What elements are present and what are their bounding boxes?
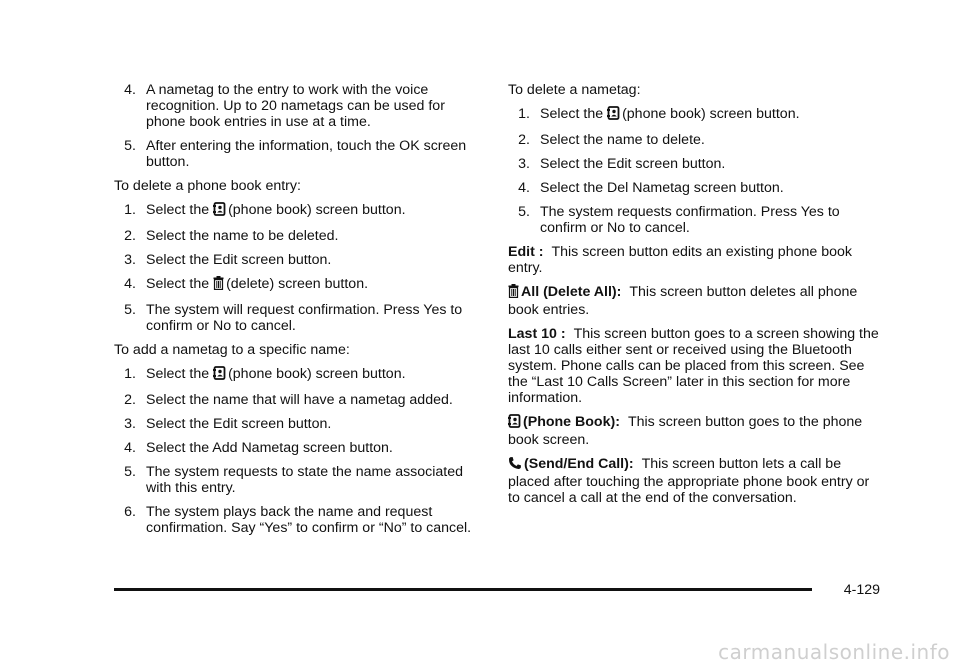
- step-text: A nametag to the entry to work with the voice recognition. Up to 20 nametags can be used for phone book entries in use at a time.: [146, 82, 445, 130]
- definition-phone-book: [508, 414, 880, 448]
- list-item: [114, 416, 486, 432]
- list-item: [508, 132, 880, 148]
- step-text-pre: Select the: [146, 202, 210, 218]
- definition-term: (Phone Book):: [523, 414, 620, 430]
- page-number: 4-129: [843, 582, 880, 598]
- step-number: 2.: [124, 392, 136, 408]
- add-nametag-intro: To add a nametag to a specific name:: [114, 342, 350, 358]
- footer-rule: [114, 588, 812, 591]
- list-item: [114, 392, 486, 408]
- step-text: Select the Edit screen button.: [146, 252, 332, 268]
- step-number: 4.: [124, 82, 136, 98]
- definition-term: (Send/End Call):: [524, 456, 634, 472]
- watermark: carmanualsonline.info: [718, 640, 950, 664]
- step-text-pre: Select the: [146, 366, 210, 382]
- step-text: Select the name to delete.: [540, 132, 705, 148]
- list-item: [114, 366, 486, 384]
- delete-entry-steps: [114, 202, 486, 334]
- definition-text: This screen button goes to a screen showing the last 10 calls either sent or received using the Bluetooth system. Phone calls can be placed from this screen. See the “Last 10 Calls Screen” later in this section for more information.: [508, 326, 879, 406]
- step-text: The system requests confirmation. Press Yes to confirm or No to cancel.: [540, 204, 840, 236]
- step-text-pre: Select the: [146, 276, 210, 292]
- definition-edit: [508, 244, 880, 276]
- definition-term: Edit :: [508, 244, 544, 260]
- step-number: 6.: [124, 504, 136, 520]
- step-text-post: (phone book) screen button.: [622, 106, 800, 122]
- list-item: [114, 440, 486, 456]
- list-item: [114, 252, 486, 268]
- list-item: [114, 504, 486, 536]
- step-text-post: (delete) screen button.: [226, 276, 369, 292]
- delete-nametag-steps: [508, 106, 880, 236]
- list-item: [114, 82, 486, 130]
- list-item: [114, 276, 486, 294]
- phone-book-icon: [607, 106, 620, 124]
- step-text: Select the Edit screen button.: [540, 156, 726, 172]
- definition-text: This screen button goes to the phone book screen.: [508, 414, 863, 448]
- phone-book-icon: [213, 366, 226, 384]
- list-item: [508, 204, 880, 236]
- definition-send-end-call: [508, 456, 880, 506]
- step-text: The system requests to state the name associated with this entry.: [146, 464, 464, 496]
- step-number: 5.: [518, 204, 530, 220]
- step-text-post: (phone book) screen button.: [228, 366, 406, 382]
- left-column: [114, 82, 486, 544]
- definition-text: This screen button deletes all phone book entries.: [508, 284, 858, 318]
- phone-book-icon: [508, 414, 521, 432]
- trash-can-icon: [213, 276, 224, 294]
- list-item: [508, 180, 880, 196]
- add-nametag-steps: [114, 366, 486, 536]
- list-item: [114, 138, 486, 170]
- step-number: 3.: [518, 156, 530, 172]
- list-item: [114, 202, 486, 220]
- definition-text: This screen button lets a call be placed after touching the appropriate phone book entry or to cancel a call at the end of the conversation.: [508, 456, 870, 506]
- step-number: 2.: [518, 132, 530, 148]
- phone-handset-icon: [508, 456, 522, 474]
- step-text: The system will request confirmation. Press Yes to confirm or No to cancel.: [146, 302, 463, 334]
- step-number: 1.: [124, 366, 136, 382]
- step-number: 5.: [124, 464, 136, 480]
- list-item: [114, 302, 486, 334]
- step-text: Select the name to be deleted.: [146, 228, 339, 244]
- list-item: [508, 156, 880, 172]
- delete-nametag-intro: To delete a nametag:: [508, 82, 641, 98]
- step-text: After entering the information, touch the OK screen button.: [146, 138, 467, 170]
- step-text: Select the Edit screen button.: [146, 416, 332, 432]
- step-number: 3.: [124, 252, 136, 268]
- step-text: Select the name that will have a nametag added.: [146, 392, 453, 408]
- step-text-post: (phone book) screen button.: [228, 202, 406, 218]
- step-text: The system plays back the name and request confirmation. Say “Yes” to confirm or “No” to cancel.: [146, 504, 472, 536]
- definition-term: All (Delete All):: [521, 284, 622, 300]
- step-number: 4.: [124, 276, 136, 292]
- definition-term: Last 10 :: [508, 326, 566, 342]
- definition-last-10: [508, 326, 880, 406]
- list-item: [114, 464, 486, 496]
- step-number: 4.: [518, 180, 530, 196]
- steps-continued-list: [114, 82, 486, 170]
- step-number: 4.: [124, 440, 136, 456]
- delete-entry-intro: To delete a phone book entry:: [114, 178, 301, 194]
- step-number: 1.: [518, 106, 530, 122]
- trash-can-icon: [508, 284, 519, 302]
- list-item: [508, 106, 880, 124]
- step-number: 3.: [124, 416, 136, 432]
- right-column: [508, 82, 880, 514]
- step-text: Select the Add Nametag screen button.: [146, 440, 393, 456]
- step-number: 2.: [124, 228, 136, 244]
- step-number: 1.: [124, 202, 136, 218]
- step-text: Select the Del Nametag screen button.: [540, 180, 784, 196]
- step-text-pre: Select the: [540, 106, 604, 122]
- definition-delete-all: [508, 284, 880, 318]
- phone-book-icon: [213, 202, 226, 220]
- definition-text: This screen button edits an existing phone book entry.: [508, 244, 852, 276]
- list-item: [114, 228, 486, 244]
- step-number: 5.: [124, 138, 136, 154]
- step-number: 5.: [124, 302, 136, 318]
